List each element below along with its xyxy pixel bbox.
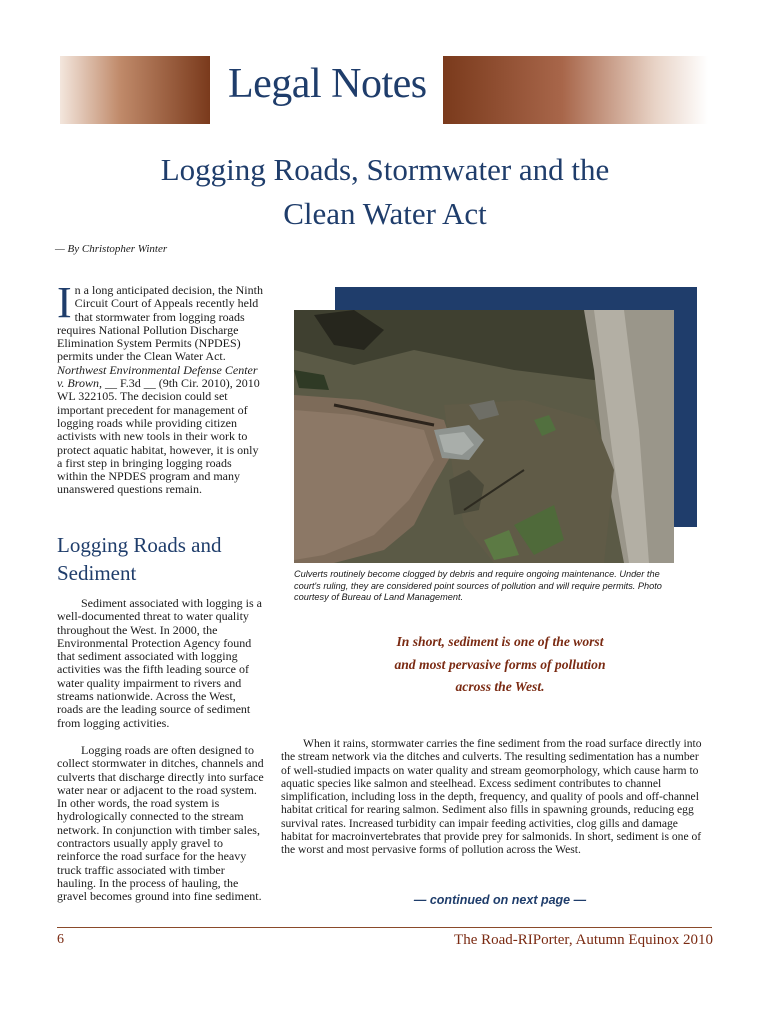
byline: — By Christopher Winter (55, 243, 168, 255)
page-number: 6 (57, 932, 64, 947)
body-paragraph-sediment: Sediment associated with logging is a well-documented threat to water quality throughout the West. In 2000, the Environmental Protection Agency found that sediment associated with logging activities was the fifth leading source of water quality impairment to rivers and streams nationwide. Across the West, roads are the leading source of sediment from logging activities. (57, 596, 262, 730)
continued-link[interactable]: — continued on next page — (413, 893, 587, 907)
pull-quote-line1: In short, sediment is one of the worst (396, 634, 604, 649)
photo-caption: Culverts routinely become clogged by debris and require ongoing maintenance. Under the court's ruling, they are considered point sources of pollution and will require permits. Photo courtesy of Bureau of Land Management. (294, 569, 662, 602)
case-citation: Northwest Environmental Defense Center v. Brown, (57, 362, 258, 391)
intro-text-before: n a long anticipated decision, the Ninth Circuit Court of Appeals recently held that stormwater from logging roads requires National Pollution Discharge Elimination System Permits (NPDES) permits under the Clean Water Act. (57, 283, 263, 364)
intro-paragraph (57, 278, 263, 497)
article-title (120, 148, 650, 236)
footer-rule (57, 927, 712, 928)
article-title-line1: Logging Roads, Stormwater and the (160, 152, 610, 187)
body-paragraph-logging-roads: Logging roads are often designed to collect stormwater in ditches, channels and culverts that discharge directly into surface water near or adjacent to the road system. In other words, the road system is hydrologically connected to the stream network. In conjunction with timber sales, contractors usually apply gravel to reinforce the road surface for the heavy truck traffic associated with timber hauling. In the process of hauling, the gravel becomes ground into fine sediment. (57, 743, 264, 904)
culvert-photo (294, 310, 674, 563)
section-title: Legal Notes (228, 61, 427, 107)
publication-title: The Road-RIPorter, Autumn Equinox 2010 (454, 932, 713, 948)
pull-quote (330, 631, 670, 699)
header-band-right (443, 56, 708, 124)
body-paragraph-stormwater: When it rains, stormwater carries the fine sediment from the road surface directly into the stream network via the ditches and culverts. The resulting sedimentation has a number of well-studied impacts on water quality and stream geomorphology, which cause harm to aquatic species like salmon and steelhead. Excess sediment contributes to channel simplification, including loss in the depth, frequency, and quality of pools and off-channel habitat critical for rearing salmon. Sediment also fills in spawning grounds, reducing egg survival rates. Increased turbidity can impair feeding activities, clog gills and damage habitat for macroinvertebrates that provide prey for salmonids. In short, sediment is one of the worst and most pervasive forms of pollution across the West. (281, 737, 702, 857)
intro-text-after: __ F.3d __ (9th Cir. 2010), 2010 WL 322105. The decision could set important precedent for management of logging roads while providing citizen activists with new tools in their work to protect aquatic habitat, however, it is only a first step in bringing logging roads within the NPDES program and many unanswered questions remain. (57, 376, 260, 497)
pull-quote-line3: across the West. (455, 679, 545, 694)
drop-cap: I (57, 278, 72, 327)
header-band-left (60, 56, 210, 124)
pull-quote-line2: and most pervasive forms of pollution (394, 656, 606, 672)
subheading: Logging Roads and Sediment (57, 533, 222, 585)
article-title-line2: Clean Water Act (283, 196, 487, 231)
